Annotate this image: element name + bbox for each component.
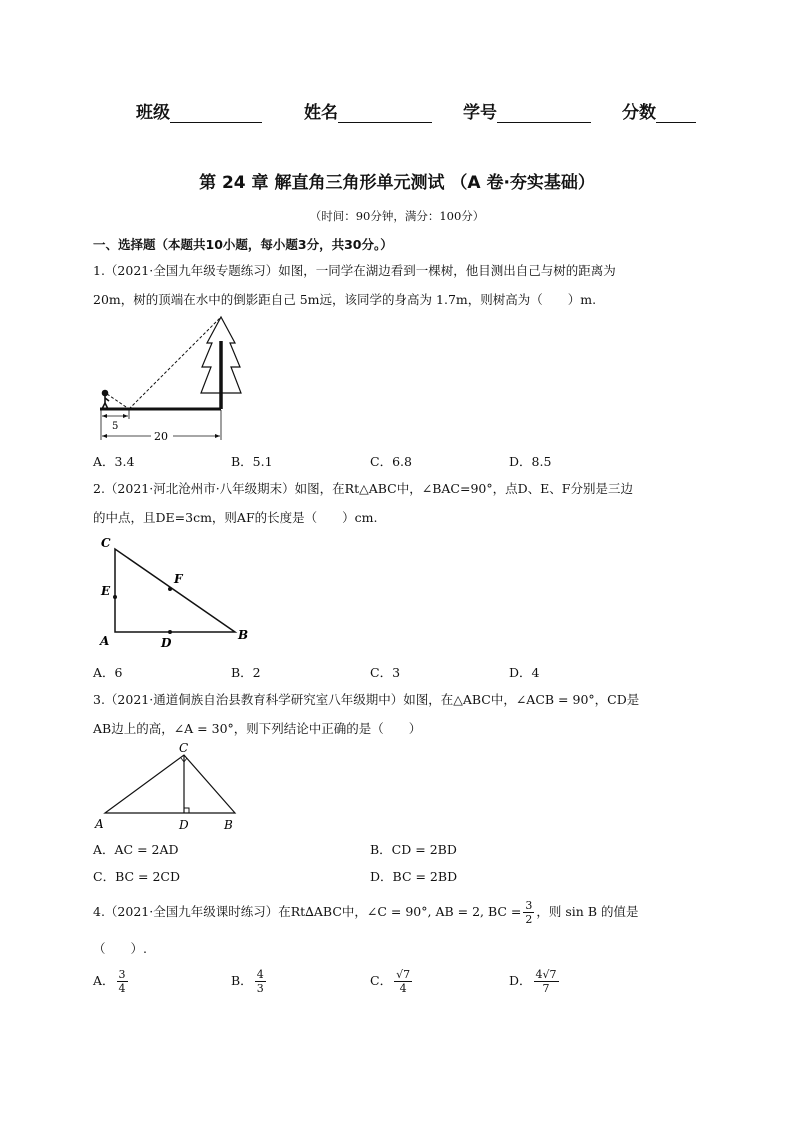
name-field[interactable] <box>304 98 432 123</box>
q2-label-c: C <box>101 536 111 550</box>
q2-line1: 2.（2021·河北沧州市·八年级期末）如图，在Rt△ABC中，∠BAC=90°，点D、E、F分别是三边 <box>93 481 633 496</box>
q4-option-d-num: 4√7 <box>535 968 557 981</box>
question-4 <box>93 896 703 928</box>
q4-line2: （ ）. <box>93 941 147 956</box>
q1-option-d[interactable]: D．8.5 <box>509 454 552 469</box>
q4-bc-fraction <box>523 899 534 926</box>
q2-label-d: D <box>161 636 172 650</box>
q1-option-a[interactable]: A．3.4 <box>93 454 135 469</box>
q1-option-c[interactable]: C．6.8 <box>370 454 412 469</box>
class-field[interactable] <box>136 98 262 123</box>
q4-line1-suffix: ，则 sin B 的值是 <box>536 904 639 919</box>
q4-option-a-den: 4 <box>118 982 126 995</box>
q1-line1: 1.（2021·全国九年级专题练习）如图，一同学在湖边看到一棵树，他目测出自己与树的距离为 <box>93 263 616 278</box>
q2-triangle <box>115 549 235 632</box>
q4-option-a-label: A． <box>93 973 115 988</box>
q2-point-e <box>113 595 117 599</box>
q4-option-d[interactable] <box>509 968 561 995</box>
q3-line2: AB边上的高，∠A = 30°，则下列结论中正确的是（ ） <box>93 721 422 736</box>
q4-bc-num: 3 <box>525 899 533 912</box>
q4-option-a-fraction <box>117 968 128 995</box>
q3-label-c: C <box>179 741 189 755</box>
q1-sight-line-1 <box>107 394 129 409</box>
q1-label-20: 20 <box>154 430 168 443</box>
q3-label-d: D <box>179 818 189 832</box>
q4-option-d-den: 7 <box>542 982 550 995</box>
q1-line2: 20m，树的顶端在水中的倒影距自己 5m远，该同学的身高为 1.7m，则树高为（ ）m. <box>93 292 597 307</box>
q3-option-a[interactable]: A．AC = 2AD <box>93 842 179 857</box>
q2-option-a[interactable]: A．6 <box>93 665 123 680</box>
id-field[interactable] <box>463 98 591 123</box>
q2-label-a: A <box>100 634 110 648</box>
id-blank[interactable] <box>497 104 591 123</box>
score-blank[interactable] <box>656 104 696 123</box>
q2-label-e: E <box>101 584 111 598</box>
class-label: 班级 <box>136 103 170 123</box>
q2-point-f <box>168 587 172 591</box>
class-blank[interactable] <box>170 104 262 123</box>
q3-option-c[interactable]: C．BC = 2CD <box>93 869 181 884</box>
q3-option-d[interactable]: D．BC = 2BD <box>370 869 458 884</box>
q4-option-c-fraction <box>394 968 412 995</box>
q4-option-d-fraction <box>534 968 559 995</box>
q3-label-a: A <box>95 817 104 831</box>
q2-figure <box>93 533 263 653</box>
q4-option-a-num: 3 <box>118 968 126 981</box>
name-blank[interactable] <box>338 104 432 123</box>
q3-option-b[interactable]: B．CD = 2BD <box>370 842 457 857</box>
q3-figure <box>93 738 253 834</box>
question-1 <box>93 256 703 314</box>
q4-option-d-label: D． <box>509 973 532 988</box>
page-title: 第 24 章 解直角三角形单元测试 （A 卷·夯实基础） <box>199 173 595 193</box>
q1-person-figure <box>102 391 109 410</box>
q4-option-a[interactable] <box>93 968 130 995</box>
score-field[interactable] <box>622 98 696 123</box>
id-label: 学号 <box>463 103 497 123</box>
q2-label-f: F <box>174 572 183 586</box>
q4-line1-prefix: 4.（2021·全国九年级课时练习）在Rt∆ABC中，∠C = 90°, AB = 2, BC = <box>93 904 522 919</box>
q4-option-b-num: 4 <box>256 968 264 981</box>
q4-option-b-fraction <box>255 968 266 995</box>
student-info-row <box>0 98 794 122</box>
name-label: 姓名 <box>304 103 338 123</box>
q3-label-b: B <box>224 818 233 832</box>
score-label: 分数 <box>622 103 656 123</box>
page-subtitle: （时间：90分钟，满分：100分） <box>309 209 485 223</box>
q2-option-c[interactable]: C．3 <box>370 665 401 680</box>
q1-sight-line-2 <box>129 317 221 409</box>
q4-option-b[interactable] <box>231 968 268 995</box>
q2-point-d <box>168 630 172 634</box>
q4-option-b-label: B． <box>231 973 253 988</box>
q4-option-c[interactable] <box>370 968 414 995</box>
q1-figure <box>93 315 253 445</box>
q4-option-c-label: C． <box>370 973 393 988</box>
q2-option-b[interactable]: B．2 <box>231 665 261 680</box>
q4-bc-den: 2 <box>525 913 533 926</box>
q1-label-5: 5 <box>112 421 119 432</box>
question-2 <box>93 474 703 532</box>
q4-option-b-den: 3 <box>256 982 264 995</box>
q3-line1: 3.（2021·通道侗族自治县教育科学研究室八年级期中）如图，在△ABC中，∠ACB = 90°，CD是 <box>93 692 640 707</box>
q4-option-c-num: √7 <box>396 968 411 981</box>
question-3 <box>93 685 703 743</box>
q4-option-c-den: 4 <box>399 982 407 995</box>
q2-option-d[interactable]: D．4 <box>509 665 540 680</box>
q1-option-b[interactable]: B．5.1 <box>231 454 273 469</box>
q2-label-b: B <box>238 628 249 642</box>
q2-line2: 的中点，且DE=3cm，则AF的长度是（ ）cm. <box>93 510 378 525</box>
q3-triangle <box>105 755 235 813</box>
q3-right-angle-d <box>184 808 189 813</box>
section-heading: 一、选择题（本题共10小题，每小题3分，共30分。） <box>93 237 393 252</box>
